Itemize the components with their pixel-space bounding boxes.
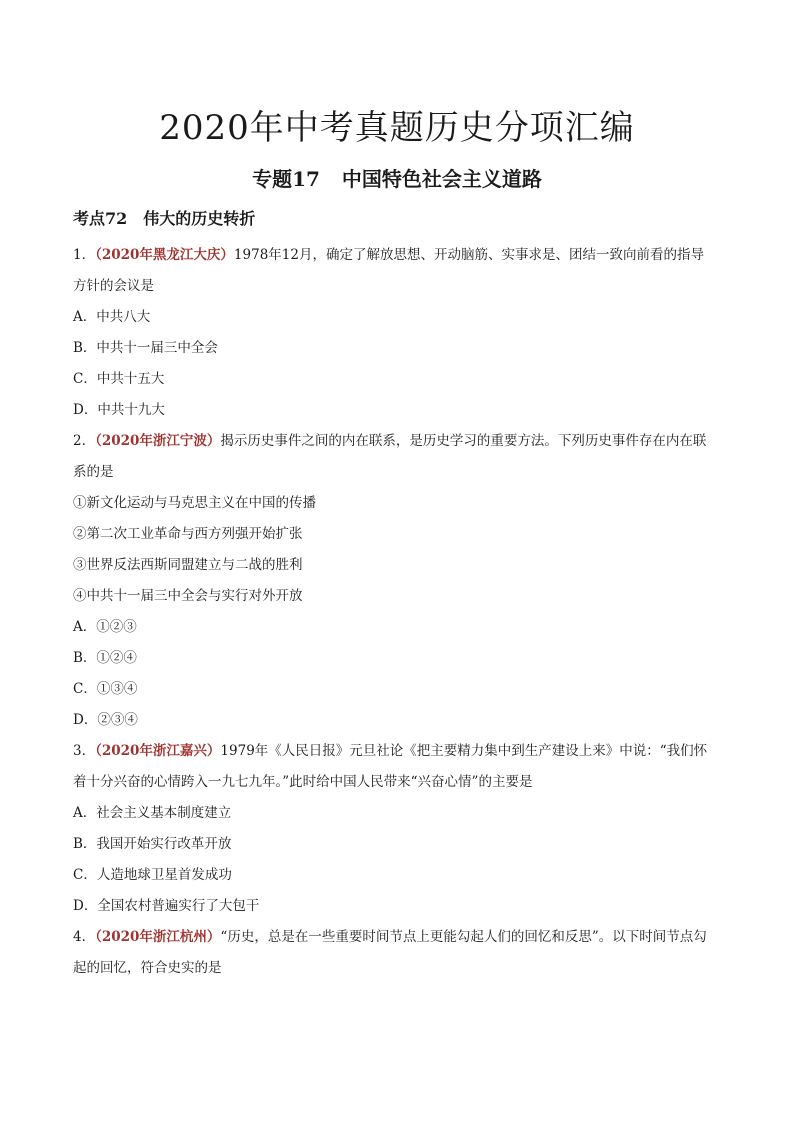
- question-stem: [73, 736, 723, 767]
- option-c: C．①③④: [73, 681, 138, 697]
- option-d: D．中共十九大: [73, 402, 165, 418]
- statement-item: ③世界反法西斯同盟建立与二战的胜利: [73, 557, 303, 573]
- question-1: [73, 240, 723, 426]
- stem-line: 揭示历史事件之间的内在联系，是历史学习的重要方法。下列历史事件存在内在联: [220, 433, 707, 449]
- stem-line: 1979年《人民日报》元旦社论《把主要精力集中到生产建设上来》中说：“我们怀: [220, 743, 708, 759]
- question-number: 1．: [73, 247, 96, 263]
- page-title: 2020年中考真题历史分项汇编: [159, 108, 635, 148]
- stem-line: 1978年12月，确定了解放思想、开动脑筋、实事求是、团结一致向前看的指导: [233, 247, 704, 263]
- question-number: 3．: [73, 743, 96, 759]
- question-source: （2020年黑龙江大庆）: [95, 247, 234, 263]
- question-source: （2020年浙江嘉兴）: [95, 743, 221, 759]
- stem-line: “历史，总是在一些重要时间节点上更能勾起人们的回忆和反思”。以下时间节点勾: [220, 929, 707, 945]
- question-number: 2．: [73, 433, 96, 449]
- statement-item: ①新文化运动与马克思主义在中国的传播: [73, 495, 316, 511]
- option-c: C．人造地球卫星首发成功: [73, 867, 232, 883]
- stem-line: 着十分兴奋的心情跨入一九七九年。”此时给中国人民带来“兴奋心情”的主要是: [73, 774, 533, 790]
- option-a: A．①②③: [73, 619, 137, 635]
- option-b: B．①②④: [73, 650, 137, 666]
- question-stem: [73, 240, 723, 271]
- section-heading: [73, 206, 255, 232]
- option-a: A．中共八大: [73, 309, 151, 325]
- stem-line: 方针的会议是: [73, 278, 154, 294]
- option-c: C．中共十五大: [73, 371, 165, 387]
- question-2: [73, 426, 723, 736]
- option-d: D．全国农村普遍实行了大包干: [73, 898, 260, 914]
- question-source: （2020年浙江杭州）: [95, 929, 221, 945]
- question-source: （2020年浙江宁波）: [95, 433, 221, 449]
- topic-name: 中国特色社会主义道路: [341, 167, 542, 191]
- stem-line: 起的回忆，符合史实的是: [73, 960, 222, 976]
- section-label: 考点72: [73, 209, 128, 228]
- section-text: 伟大的历史转折: [143, 209, 256, 228]
- topic-subtitle: [0, 164, 794, 194]
- question-stem: [73, 426, 723, 457]
- option-b: B．我国开始实行改革开放: [73, 836, 232, 852]
- option-d: D．②③④: [73, 712, 138, 728]
- statement-item: ②第二次工业革命与西方列强开始扩张: [73, 526, 303, 542]
- question-4: [73, 922, 723, 984]
- statement-item: ④中共十一届三中全会与实行对外开放: [73, 588, 303, 604]
- topic-number: 专题17: [252, 167, 320, 191]
- question-number: 4．: [73, 929, 96, 945]
- question-stem: [73, 922, 723, 953]
- stem-line: 系的是: [73, 464, 114, 480]
- question-3: [73, 736, 723, 922]
- option-a: A．社会主义基本制度建立: [73, 805, 232, 821]
- option-b: B．中共十一届三中全会: [73, 340, 218, 356]
- question-list: [73, 240, 723, 984]
